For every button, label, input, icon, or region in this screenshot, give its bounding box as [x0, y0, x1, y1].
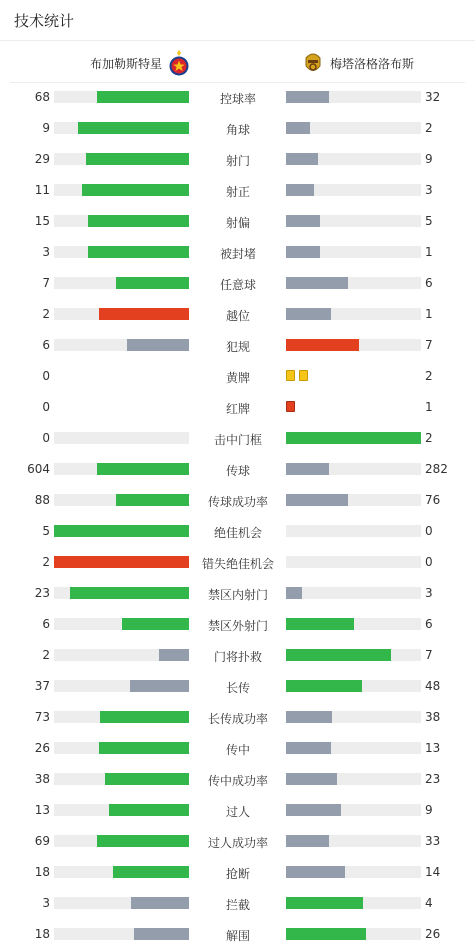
stat-label: 控球率	[219, 92, 256, 106]
stat-label: 长传成功率	[207, 712, 268, 726]
away-bar-fill	[286, 866, 345, 878]
stat-label: 门将扑救	[213, 650, 262, 664]
home-bar-track	[54, 556, 189, 568]
away-bar-fill	[286, 835, 329, 847]
away-value: 23	[425, 772, 441, 786]
home-bar-fill	[134, 928, 189, 940]
home-value: 5	[42, 524, 50, 538]
stat-label: 长传	[225, 681, 250, 695]
away-bar-track	[286, 184, 421, 196]
away-bar-track	[286, 897, 421, 909]
away-bar-fill	[286, 432, 421, 444]
away-bar-track	[286, 618, 421, 630]
home-bar-fill	[159, 649, 189, 661]
yellow-card-icon	[299, 370, 308, 381]
stat-label: 解围	[225, 929, 250, 943]
away-bar-track	[286, 928, 421, 940]
home-bar-track	[54, 649, 189, 661]
home-bar-track	[54, 742, 189, 754]
stat-row	[0, 733, 475, 764]
home-bar-track	[54, 432, 189, 444]
home-bar-track	[54, 525, 189, 537]
home-value: 18	[34, 865, 50, 879]
away-bar-track	[286, 711, 421, 723]
away-value: 13	[425, 741, 441, 755]
home-value: 2	[42, 648, 50, 662]
home-bar-track	[54, 308, 189, 320]
stat-row	[0, 206, 475, 237]
home-bar-track	[54, 463, 189, 475]
away-bar-track	[286, 277, 421, 289]
away-bar-fill	[286, 587, 302, 599]
stat-row	[0, 578, 475, 609]
home-value: 2	[42, 307, 50, 321]
away-bar-fill	[286, 153, 318, 165]
home-value: 3	[42, 896, 50, 910]
stat-label: 犯规	[225, 340, 250, 354]
stat-label: 绝佳机会	[213, 526, 262, 540]
home-value: 604	[27, 462, 50, 476]
stat-row	[0, 392, 475, 423]
home-value: 88	[34, 493, 50, 507]
away-bar-track	[286, 339, 421, 351]
away-value: 0	[425, 555, 433, 569]
stat-row	[0, 795, 475, 826]
stat-row	[0, 454, 475, 485]
stat-row	[0, 764, 475, 795]
home-team-name: 布加勒斯特星	[90, 56, 163, 71]
home-value: 2	[42, 555, 50, 569]
home-bar-track	[54, 680, 189, 692]
away-bar-fill	[286, 339, 359, 351]
stat-label: 拦截	[225, 898, 250, 912]
home-value: 73	[34, 710, 50, 724]
away-value: 1	[425, 400, 433, 414]
away-value: 2	[425, 431, 433, 445]
stat-label: 过人成功率	[207, 836, 268, 850]
home-bar-fill	[130, 680, 189, 692]
away-value: 7	[425, 338, 433, 352]
stat-label: 越位	[225, 309, 250, 323]
home-value: 68	[34, 90, 50, 104]
home-bar-track	[54, 587, 189, 599]
stat-row	[0, 609, 475, 640]
away-bar-track	[286, 308, 421, 320]
stat-row	[0, 671, 475, 702]
away-value: 6	[425, 276, 433, 290]
stat-label: 任意球	[219, 278, 256, 292]
home-bar-fill	[86, 153, 189, 165]
stats-list	[0, 82, 475, 950]
stat-row	[0, 361, 475, 392]
away-bar-track	[286, 587, 421, 599]
home-value: 7	[42, 276, 50, 290]
home-bar-track	[54, 153, 189, 165]
home-value: 38	[34, 772, 50, 786]
home-bar-track	[54, 618, 189, 630]
away-bar-fill	[286, 711, 332, 723]
home-bar-fill	[54, 525, 189, 537]
away-value: 6	[425, 617, 433, 631]
away-bar-fill	[286, 742, 331, 754]
away-bar-fill	[286, 897, 363, 909]
away-bar-fill	[286, 246, 320, 258]
stat-row	[0, 144, 475, 175]
home-bar-fill	[105, 773, 189, 785]
home-bar-fill	[127, 339, 189, 351]
home-bar-fill	[99, 308, 189, 320]
home-value: 0	[42, 431, 50, 445]
home-value: 3	[42, 245, 50, 259]
stat-row	[0, 919, 475, 950]
home-bar-fill	[97, 835, 189, 847]
home-bar-fill	[70, 587, 189, 599]
away-value: 1	[425, 307, 433, 321]
away-value: 3	[425, 183, 433, 197]
away-team-crest-icon	[302, 50, 324, 76]
home-bar-fill	[88, 215, 189, 227]
stat-label: 传球	[225, 464, 250, 478]
home-bar-track	[54, 773, 189, 785]
stat-row	[0, 516, 475, 547]
away-bar-track	[286, 153, 421, 165]
home-bar-fill	[116, 277, 189, 289]
away-bar-track	[286, 215, 421, 227]
away-value: 32	[425, 90, 441, 104]
away-bar-fill	[286, 91, 329, 103]
stat-label: 被封堵	[219, 247, 256, 261]
away-value: 9	[425, 152, 433, 166]
home-bar-fill	[82, 184, 189, 196]
home-bar-track	[54, 711, 189, 723]
away-value: 33	[425, 834, 441, 848]
stat-label: 禁区内射门	[207, 588, 268, 602]
away-bar-track	[286, 525, 421, 537]
away-bar-track	[286, 804, 421, 816]
home-value: 29	[34, 152, 50, 166]
home-bar-track	[54, 91, 189, 103]
away-value: 0	[425, 524, 433, 538]
home-bar-track	[54, 804, 189, 816]
away-value: 26	[425, 927, 441, 941]
home-team-crest-icon	[168, 50, 190, 76]
stat-row	[0, 113, 475, 144]
home-value: 37	[34, 679, 50, 693]
stat-label: 传中	[225, 743, 250, 757]
home-team	[90, 50, 190, 76]
away-bar-track	[286, 835, 421, 847]
away-value: 3	[425, 586, 433, 600]
stat-row	[0, 485, 475, 516]
away-bar-fill	[286, 277, 348, 289]
stat-row	[0, 82, 475, 113]
away-value: 2	[425, 121, 433, 135]
away-bar-fill	[286, 649, 391, 661]
away-bar-fill	[286, 618, 354, 630]
home-bar-track	[54, 277, 189, 289]
away-bar-track	[286, 556, 421, 568]
stat-row	[0, 299, 475, 330]
home-bar-track	[54, 339, 189, 351]
home-value: 0	[42, 369, 50, 383]
teams-row	[10, 41, 465, 83]
stat-label: 红牌	[225, 402, 250, 416]
home-value: 9	[42, 121, 50, 135]
home-bar-track	[54, 835, 189, 847]
home-value: 69	[34, 834, 50, 848]
home-value: 11	[34, 183, 50, 197]
home-value: 0	[42, 400, 50, 414]
stat-row	[0, 330, 475, 361]
away-bar-track	[286, 122, 421, 134]
away-team-name: 梅塔洛格洛布斯	[330, 56, 415, 71]
away-value: 282	[425, 462, 448, 476]
home-bar-track	[54, 494, 189, 506]
away-cards	[286, 401, 295, 412]
away-bar-fill	[286, 680, 362, 692]
yellow-card-icon	[286, 370, 295, 381]
away-cards	[286, 370, 308, 381]
stat-row	[0, 268, 475, 299]
home-bar-track	[54, 122, 189, 134]
stat-label: 击中门框	[213, 433, 262, 447]
away-bar-fill	[286, 928, 366, 940]
away-bar-fill	[286, 184, 314, 196]
away-bar-track	[286, 91, 421, 103]
home-bar-fill	[100, 711, 189, 723]
home-value: 23	[34, 586, 50, 600]
stat-row	[0, 888, 475, 919]
stat-label: 射偏	[225, 216, 250, 230]
away-bar-fill	[286, 215, 320, 227]
home-bar-fill	[88, 246, 189, 258]
away-value: 1	[425, 245, 433, 259]
stat-label: 射门	[225, 154, 250, 168]
away-bar-fill	[286, 773, 337, 785]
away-bar-track	[286, 463, 421, 475]
home-bar-track	[54, 215, 189, 227]
away-value: 38	[425, 710, 441, 724]
home-bar-track	[54, 897, 189, 909]
away-value: 5	[425, 214, 433, 228]
home-bar-track	[54, 184, 189, 196]
stat-label: 抢断	[225, 867, 250, 881]
home-bar-fill	[99, 742, 189, 754]
home-bar-fill	[122, 618, 190, 630]
home-value: 26	[34, 741, 50, 755]
red-card-icon	[286, 401, 295, 412]
home-bar-fill	[131, 897, 189, 909]
home-bar-fill	[109, 804, 189, 816]
home-bar-fill	[97, 463, 189, 475]
home-bar-track	[54, 928, 189, 940]
home-value: 15	[34, 214, 50, 228]
away-bar-fill	[286, 463, 329, 475]
stat-label: 角球	[225, 123, 250, 137]
away-value: 2	[425, 369, 433, 383]
away-bar-fill	[286, 494, 348, 506]
stat-row	[0, 423, 475, 454]
home-bar-track	[54, 866, 189, 878]
stat-row	[0, 547, 475, 578]
home-bar-track	[54, 246, 189, 258]
home-bar-fill	[97, 91, 189, 103]
stats-header	[0, 0, 475, 41]
away-value: 4	[425, 896, 433, 910]
stat-row	[0, 826, 475, 857]
home-value: 6	[42, 338, 50, 352]
stat-label: 传中成功率	[207, 774, 268, 788]
stat-label: 黄牌	[225, 371, 250, 385]
away-bar-track	[286, 432, 421, 444]
away-bar-track	[286, 680, 421, 692]
away-bar-track	[286, 246, 421, 258]
away-value: 7	[425, 648, 433, 662]
home-value: 18	[34, 927, 50, 941]
stat-row	[0, 702, 475, 733]
away-bar-track	[286, 742, 421, 754]
away-bar-fill	[286, 308, 331, 320]
away-value: 14	[425, 865, 441, 879]
away-bar-track	[286, 649, 421, 661]
away-bar-fill	[286, 804, 341, 816]
stat-row	[0, 640, 475, 671]
away-bar-track	[286, 494, 421, 506]
home-value: 6	[42, 617, 50, 631]
stat-row	[0, 237, 475, 268]
stat-label: 射正	[225, 185, 250, 199]
home-bar-fill	[78, 122, 189, 134]
away-bar-fill	[286, 122, 310, 134]
home-bar-fill	[54, 556, 189, 568]
stat-label: 过人	[225, 805, 250, 819]
home-bar-fill	[113, 866, 189, 878]
away-value: 76	[425, 493, 441, 507]
stat-row	[0, 175, 475, 206]
stat-label: 禁区外射门	[207, 619, 268, 633]
away-bar-track	[286, 866, 421, 878]
stat-label: 传球成功率	[207, 495, 268, 509]
away-value: 48	[425, 679, 441, 693]
home-bar-fill	[116, 494, 189, 506]
stat-row	[0, 857, 475, 888]
away-team	[302, 50, 414, 76]
stat-label: 错失绝佳机会	[201, 557, 274, 571]
page-title: 技术统计	[14, 11, 75, 30]
away-bar-track	[286, 773, 421, 785]
home-value: 13	[34, 803, 50, 817]
away-value: 9	[425, 803, 433, 817]
